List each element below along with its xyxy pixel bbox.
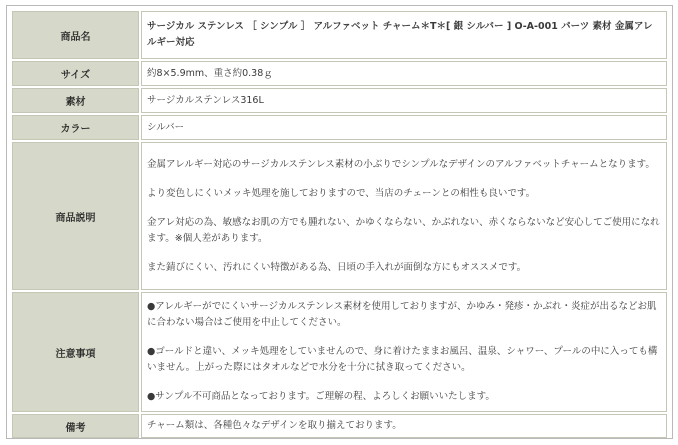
description-paragraph: より変色しにくいメッキ処理を施しておりますので、当店のチェーンとの相性も良いです。 — [147, 187, 536, 199]
spec-row-material — [12, 88, 667, 113]
material-value: サージカルステンレス316L — [141, 88, 667, 113]
product-spec-table — [10, 9, 669, 440]
spec-row-color — [12, 115, 667, 140]
size-value: 約8×5.9mm、重さ約0.38ｇ — [141, 61, 667, 86]
description-paragraph: また錆びにくい、汚れにくい特徴がある為、日頃の手入れが面倒な方にもオススメです。 — [147, 261, 527, 273]
spec-row-product-name — [12, 11, 667, 59]
notes-paragraph: ●サンプル不可商品となっております。ご理解の程、よろしくお願いいたします。 — [147, 391, 495, 402]
description-paragraph: 金属アレルギー対応のサージカルステンレス素材の小ぶりでシンプルなデザインのアルファベットチャームとなります。 — [147, 158, 655, 170]
remarks-value: チャーム類は、各種色々なデザインを取り揃えております。 — [141, 414, 667, 438]
material-label: 素材 — [12, 88, 139, 113]
notes-paragraph: ●ゴールドと違い、メッキ処理をしていませんので、身に着けたままお風呂、温泉、シャワー、プールの中に入っても構いません。上がった際にはタオルなどで水分を十分に拭き取ってください。 — [147, 346, 658, 373]
product-name-label: 商品名 — [12, 11, 139, 59]
color-value: シルバー — [141, 115, 667, 140]
spec-row-notes — [12, 292, 667, 412]
spec-row-description — [12, 142, 667, 290]
notes-paragraph: ●アレルギーがでにくいサージカルステンレス素材を使用しておりますが、かゆみ・発疹・かぶれ・炎症が出るなどお肌に合わない場合はご使用を中止してください。 — [147, 301, 657, 328]
description-value — [141, 142, 667, 290]
spec-row-remarks — [12, 414, 667, 438]
color-label: カラー — [12, 115, 139, 140]
spec-row-size — [12, 61, 667, 86]
product-name-value: サージカル ステンレス ［ シンプル ］ アルファベット チャーム＊T＊[ 銀 シルバー ] O-A-001 パーツ 素材 金属アレルギー対応 — [141, 11, 667, 59]
notes-value — [141, 292, 667, 412]
description-label: 商品説明 — [12, 142, 139, 290]
description-paragraph: 金アレ対応の為、敏感なお肌の方でも腫れない、かゆくならない、かぶれない、赤くならないなど安心してご使用になれます。※個人差があります。 — [147, 216, 660, 244]
notes-label: 注意事項 — [12, 292, 139, 412]
product-spec-panel — [6, 5, 673, 439]
size-label: サイズ — [12, 61, 139, 86]
remarks-label: 備考 — [12, 414, 139, 438]
